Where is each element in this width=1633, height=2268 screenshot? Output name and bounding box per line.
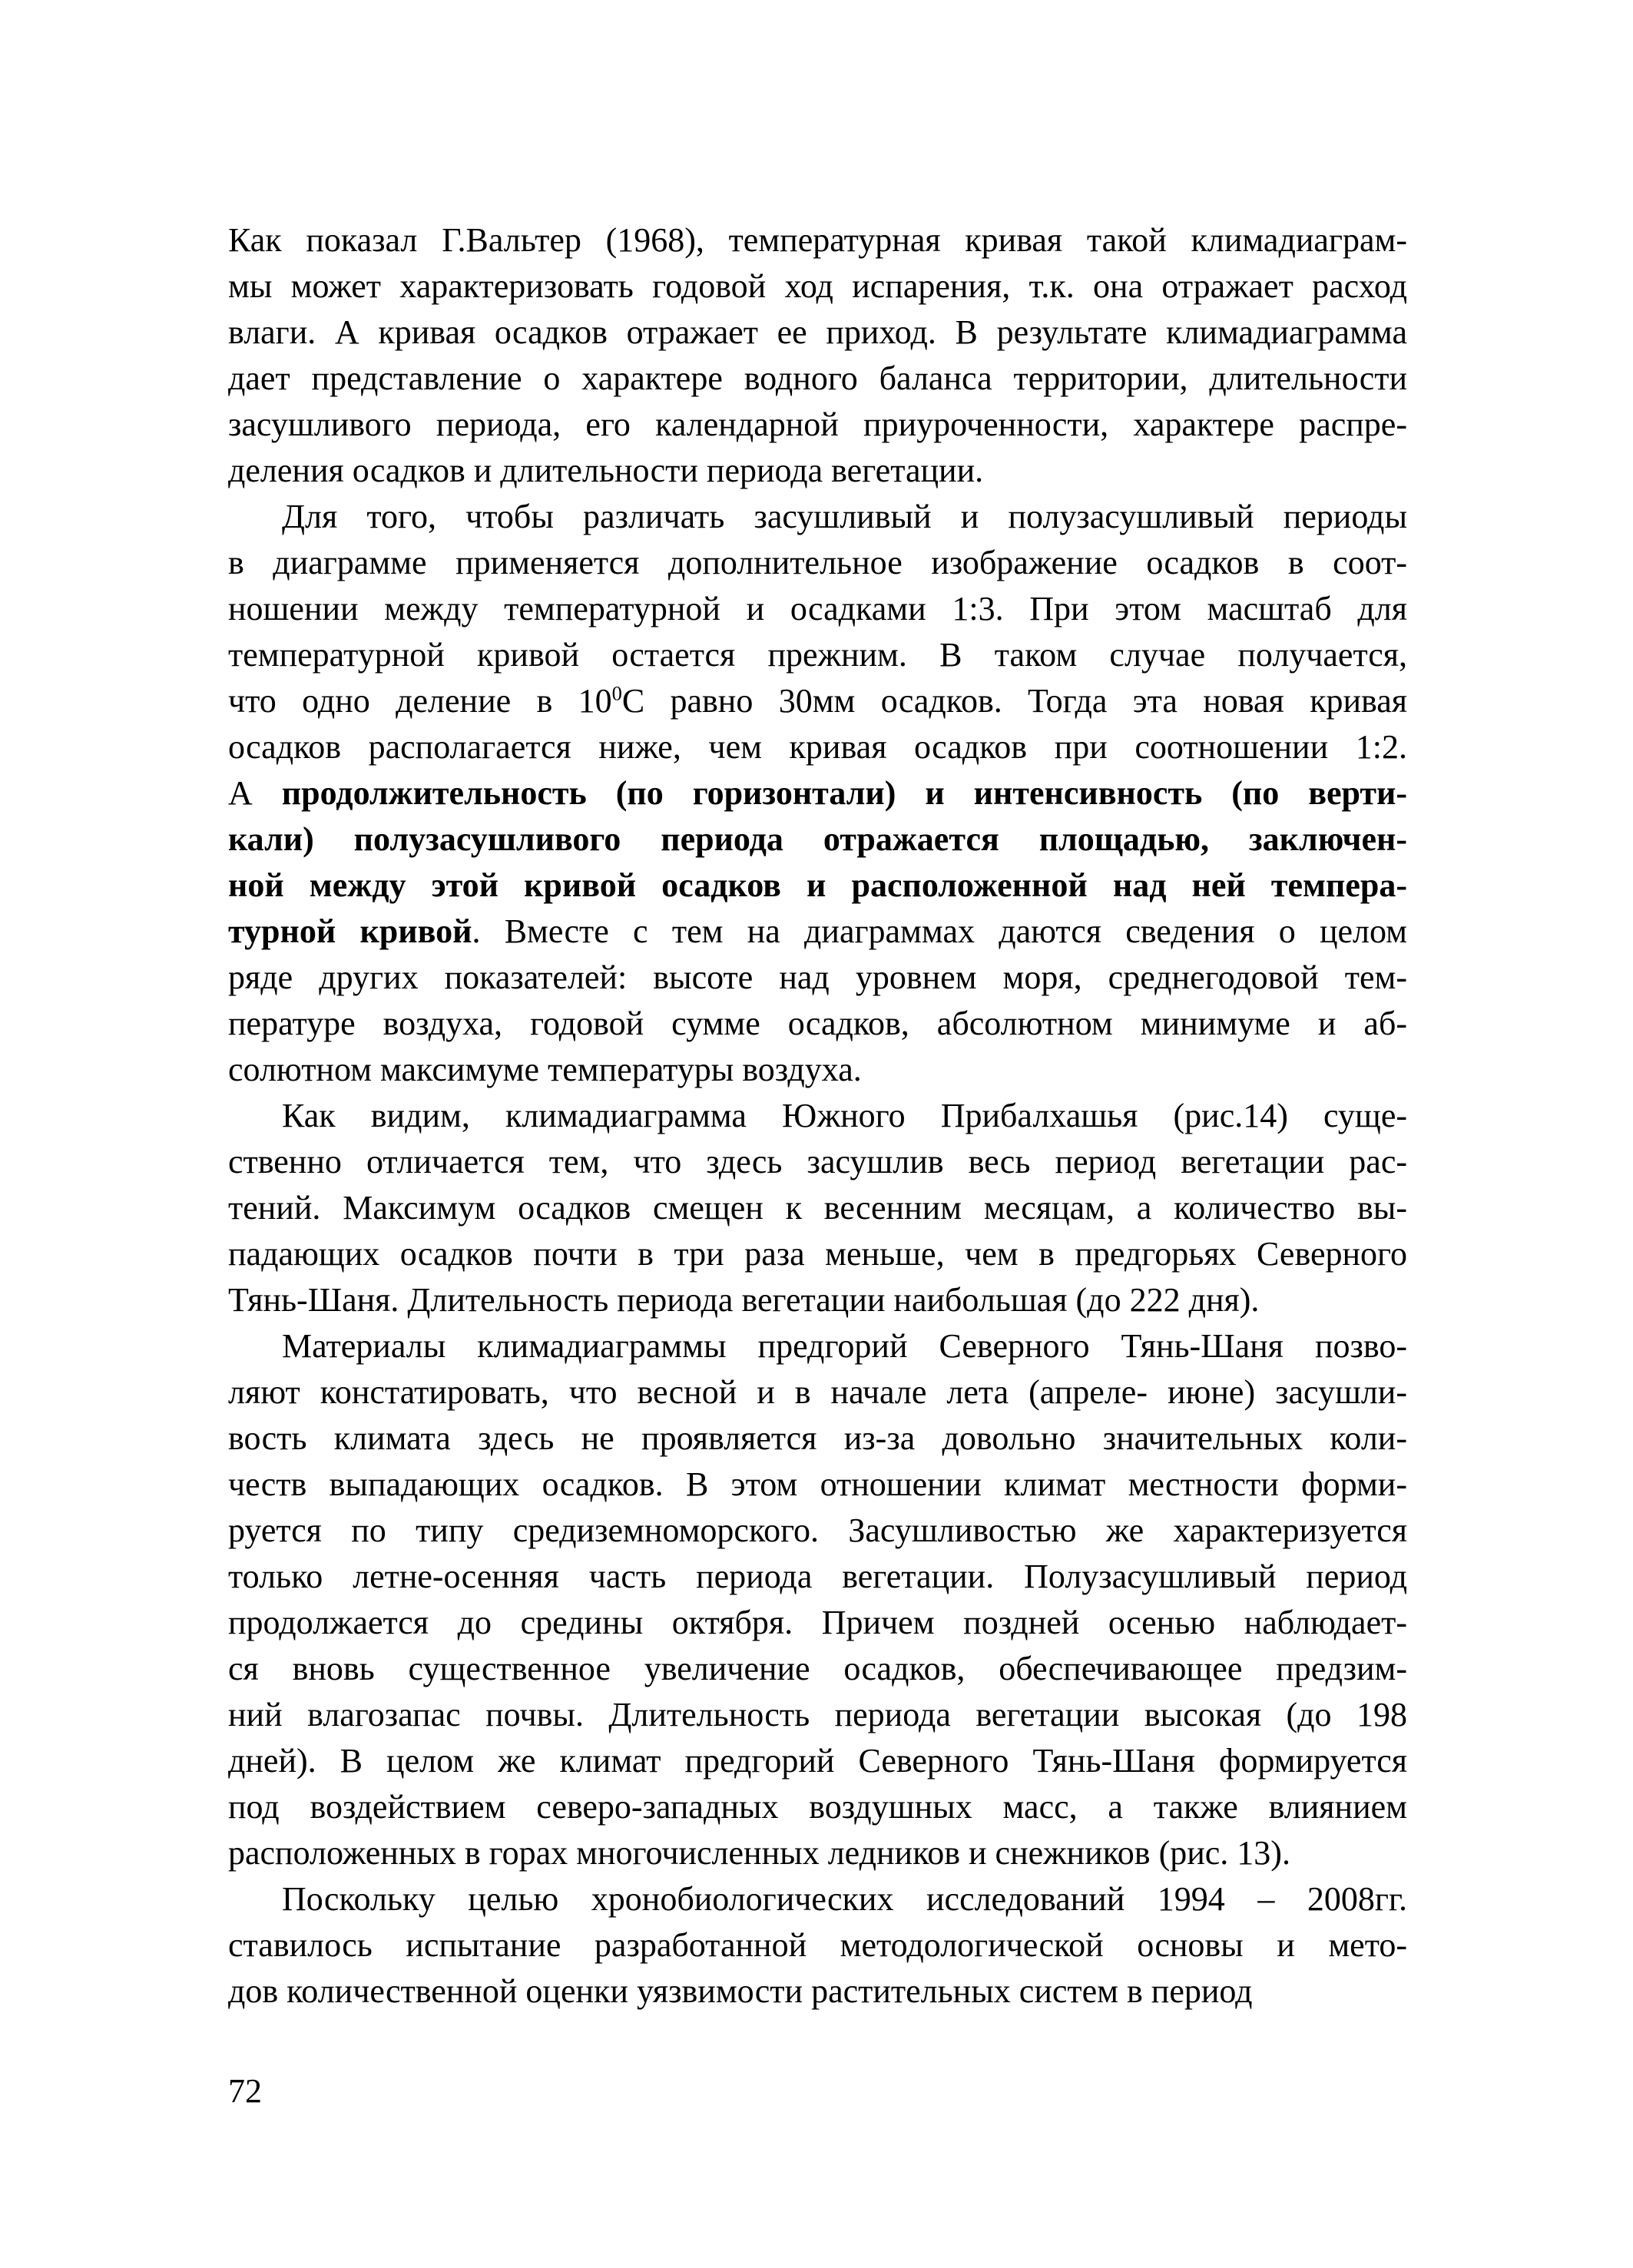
text-segment: А xyxy=(228,774,282,812)
text-line: только летне-осенняя часть периода вегетации. Полузасушливый период xyxy=(228,1558,1407,1595)
text-line: ляют констатировать, что весной и в начале лета (апреле- июне) засушли- xyxy=(228,1373,1407,1411)
text-line: вость климата здесь не проявляется из-за довольно значительных коли- xyxy=(228,1419,1407,1457)
text-line: солютном максимуме температуры воздуха. xyxy=(228,1051,862,1088)
text-line: продолжается до средины октября. Причем поздней осенью наблюдает- xyxy=(228,1604,1407,1641)
paragraph-3 xyxy=(228,1093,1407,1323)
paragraph-4 xyxy=(228,1323,1407,1876)
text-segment: С равно 30мм осадков. Тогда эта новая кривая xyxy=(621,682,1407,720)
text-line: засушливого периода, его календарной приуроченности, характере распре- xyxy=(228,406,1407,443)
text-line: влаги. А кривая осадков отражает ее приход. В результате климадиаграмма xyxy=(228,313,1407,351)
text-line: Как показал Г.Вальтер (1968), температурная кривая такой климадиаграм- xyxy=(228,221,1407,259)
text-line: тений. Максимум осадков смещен к весенним месяцам, а количество вы- xyxy=(228,1189,1407,1227)
text-line: дов количественной оценки уязвимости растительных систем в период xyxy=(228,1972,1253,2010)
text-line: Для того, чтобы различать засушливый и полузасушливый периоды xyxy=(282,498,1407,535)
text-line: деления осадков и длительности периода вегетации. xyxy=(228,452,984,489)
text-line: ставилось испытание разработанной методологической основы и мето- xyxy=(228,1926,1407,1964)
text-segment: что одно деление в 10 xyxy=(228,682,612,720)
text-line: расположенных в горах многочисленных ледников и снежников (рис. 13). xyxy=(228,1834,1290,1872)
paragraph-5 xyxy=(228,1876,1407,2015)
text-line: ряде других показателей: высоте над уровнем моря, среднегодовой тем- xyxy=(228,959,1407,996)
text-line xyxy=(228,770,1407,816)
text-line: под воздействием северо-западных воздушных масс, а также влиянием xyxy=(228,1788,1407,1826)
paragraph-2 xyxy=(228,494,1407,1093)
text-line: ся вновь существенное увеличение осадков, обеспечивающее предзим- xyxy=(228,1650,1407,1687)
text-line: осадков располагается ниже, чем кривая осадков при соотношении 1:2. xyxy=(228,728,1407,766)
text-line: дает представление о характере водного баланса территории, длительности xyxy=(228,359,1407,397)
text-line: дней). В целом же климат предгорий Северного Тянь-Шаня формируется xyxy=(228,1742,1407,1780)
bold-text-line: ной между этой кривой осадков и расположенной над ней темпера- xyxy=(228,866,1407,904)
text-line: честв выпадающих осадков. В этом отношении климат местности форми- xyxy=(228,1465,1407,1503)
text-line xyxy=(228,678,1407,724)
paragraph-1 xyxy=(228,217,1407,494)
bold-text-line: кали) полузасушливого периода отражается площадью, заключен- xyxy=(228,820,1407,858)
text-line: ношении между температурной и осадками 1:3. При этом масштаб для xyxy=(228,590,1407,627)
text-line: в диаграмме применяется дополнительное изображение осадков в соот- xyxy=(228,544,1407,581)
text-line: Как видим, климадиаграмма Южного Прибалхашья (рис.14) суще- xyxy=(282,1097,1407,1134)
text-line xyxy=(228,909,1407,955)
body-text xyxy=(228,217,1407,2015)
text-line: Материалы климадиаграммы предгорий Северного Тянь-Шаня позво- xyxy=(282,1327,1407,1365)
text-line: ственно отличается тем, что здесь засушлив весь период вегетации рас- xyxy=(228,1143,1407,1180)
text-line: Тянь-Шаня. Длительность периода вегетации наибольшая (до 222 дня). xyxy=(228,1281,1260,1319)
text-line: мы может характеризовать годовой ход испарения, т.к. она отражает расход xyxy=(228,267,1407,305)
bold-text-segment: турной кривой xyxy=(228,912,472,950)
text-line: пературе воздуха, годовой сумме осадков, абсолютном минимуме и аб- xyxy=(228,1005,1407,1042)
text-line: ний влагозапас почвы. Длительность периода вегетации высокая (до 198 xyxy=(228,1696,1407,1733)
text-line: Поскольку целью хронобиологических исследований 1994 – 2008гг. xyxy=(282,1880,1407,1918)
text-line: падающих осадков почти в три раза меньше, чем в предгорьях Северного xyxy=(228,1235,1407,1273)
text-line: температурной кривой остается прежним. В таком случае получается, xyxy=(228,636,1407,674)
text-line: руется по типу средиземноморского. Засушливостью же характеризуется xyxy=(228,1511,1407,1549)
superscript-zero: 0 xyxy=(611,681,622,705)
page-number: 72 xyxy=(228,2072,262,2110)
text-segment: . Вместе с тем на диаграммах даются сведения о целом xyxy=(472,912,1407,950)
bold-text-segment: продолжительность (по горизонтали) и интенсивность (по верти- xyxy=(281,774,1407,812)
